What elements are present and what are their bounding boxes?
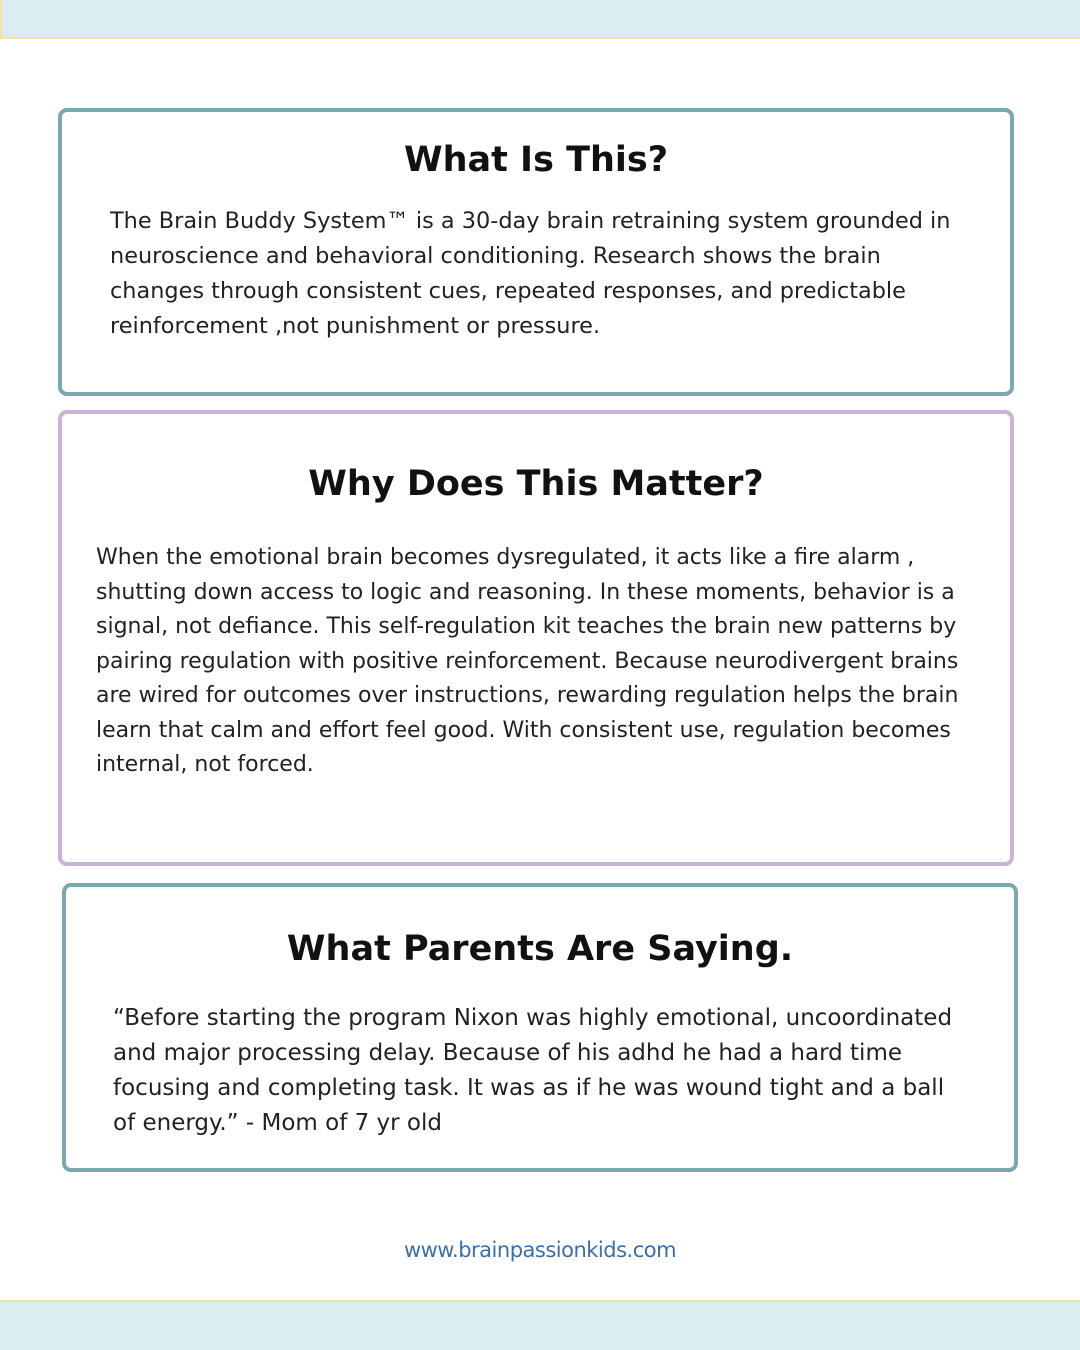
- what-is-this-title: What Is This?: [403, 140, 669, 180]
- parents-saying-title: What Parents Are Saying.: [286, 929, 794, 969]
- what-is-this-text: The Brain Buddy System™ is a 30-day brain retraining system grounded in neuroscience and behavioral conditioning. Research shows the brain changes through consistent cues, repeated responses, and predictable reinforcement ,not punishment or pressure.: [110, 208, 951, 339]
- parent-testimonial-text: “Before starting the program Nixon was highly emotional, uncoordinated and major processing delay. Because of his adhd he had a hard time focusing and completing task. It was as if he was wound tight and a ball of energy.” - Mom of 7 yr old: [113, 1005, 953, 1136]
- why-does-this-matter-text: When the emotional brain becomes dysregulated, it acts like a fire alarm , shutting down access to logic and reasoning. In these moments, behavior is a signal, not defiance. This self-regulation kit teaches the brain new patterns by pairing regulation with positive reinforcement. Because neurodivergent brains are wired for outcomes over instructions, rewarding regulation helps the brain learn that calm and effort feel good. With consistent use, regulation becomes internal, not forced.: [96, 545, 959, 777]
- what-is-this-card: [58, 108, 1014, 396]
- top-banner: [0, 0, 1080, 39]
- bottom-banner: [0, 1300, 1080, 1350]
- parents-saying-card: [62, 883, 1018, 1172]
- why-does-this-matter-title: Why Does This Matter?: [308, 464, 764, 504]
- why-does-this-matter-card: [58, 410, 1014, 866]
- website-link[interactable]: www.brainpassionkids.com: [403, 1238, 677, 1262]
